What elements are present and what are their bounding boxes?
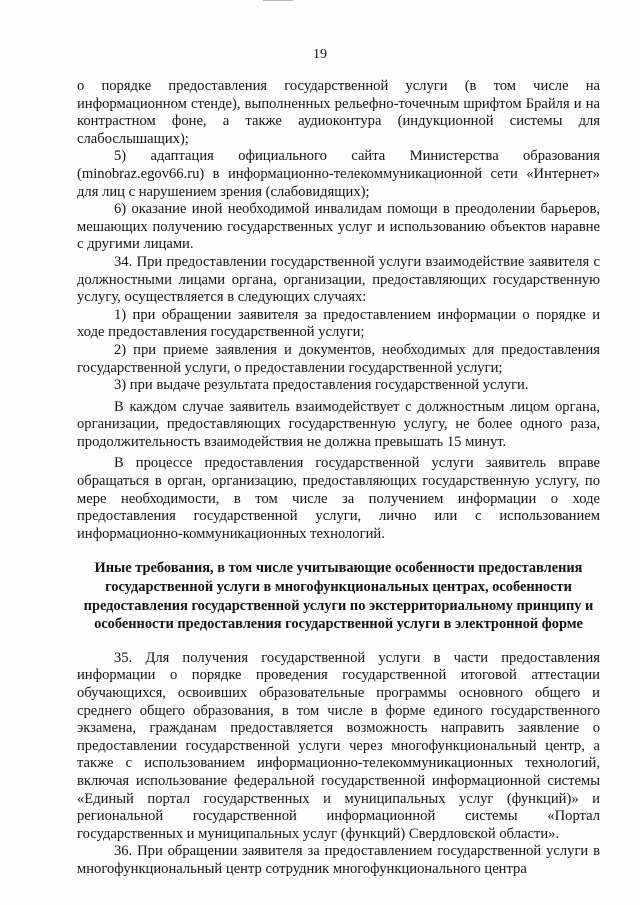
paragraph-applicant-rights: В процессе предоставления государственной услуги заявитель вправе обращаться в орган, организацию, предоставляющих государственную услугу, по мере необходимости, в том числе за получением информации о ходе предоставления государственной услуги, лично или с использованием информационно-коммуникационных технологий. <box>77 455 600 542</box>
paragraph-34-item-1: 1) при обращении заявителя за предоставлением информации о порядке и ходе предоставления государственной услуги; <box>77 306 600 341</box>
paragraph-continuation: о порядке предоставления государственной услуги (в том числе на информационном стенде), выполненных рельефно-точечным шрифтом Брайля и на контрастном фоне, а также аудиоконтура (индукционной системы для слабослышащих); <box>77 78 600 147</box>
paragraph-34: 34. При предоставлении государственной услуги взаимодействие заявителя с должностными лицами органа, организации, предоставляющих государственную услугу, осуществляется в следующих случаях: <box>77 253 600 306</box>
paragraph-interaction-limit: В каждом случае заявитель взаимодействует с должностным лицом органа, организации, предоставляющих государственную услугу, не более одного раза, продолжительность взаимодействия не должна превышать 15 минут. <box>77 398 600 450</box>
document-body <box>77 78 600 879</box>
paragraph-item-6: 6) оказание иной необходимой инвалидам помощи в преодолении барьеров, мешающих получению государственных услуг и использованию объектов наравне с другими лицами. <box>77 201 600 253</box>
paragraph-35: 35. Для получения государственной услуги в части предоставления информации о порядке проведения государственной итоговой аттестации обучающихся, освоивших образовательные программы основного общего и среднего общего образования, в том числе в форме единого государственного экзамена, гражданам предоставляется возможность направить заявление о предоставлении государственной услуги через многофункциональный центр, а также с использованием информационно-телекоммуникационных технологий, включая использование федеральной государственной информационной системы «Единый портал государственных и муниципальных услуг (функций)» и региональной государственной информационной системы «Портал государственных и муниципальных услуг (функций) Свердловской области». <box>77 649 600 842</box>
section-heading: Иные требования, в том числе учитывающие особенности предоставления государственной услуги в многофункциональных центрах, особенности предоставления государственной услуги по экстерриториальному принципу и особенности предоставления государственной услуги в электронной форме <box>83 560 594 633</box>
page-number: 19 <box>313 47 327 62</box>
scan-edge-mark <box>263 0 293 1</box>
paragraph-34-item-3: 3) при выдаче результата предоставления государственной услуги. <box>114 377 529 394</box>
paragraph-item-5: 5) адаптация официального сайта Министерства образования (minobraz.egov66.ru) в информационно-телекоммуникационной сети «Интернет» для лиц с нарушением зрения (слабовидящих); <box>77 148 600 200</box>
paragraph-36: 36. При обращении заявителя за предоставлением государственной услуги в многофункциональный центр сотрудник многофункционального центра <box>77 843 600 877</box>
paragraph-34-item-2: 2) при приеме заявления и документов, необходимых для предоставления государственной услуги, о предоставлении государственной услуги; <box>77 341 600 376</box>
